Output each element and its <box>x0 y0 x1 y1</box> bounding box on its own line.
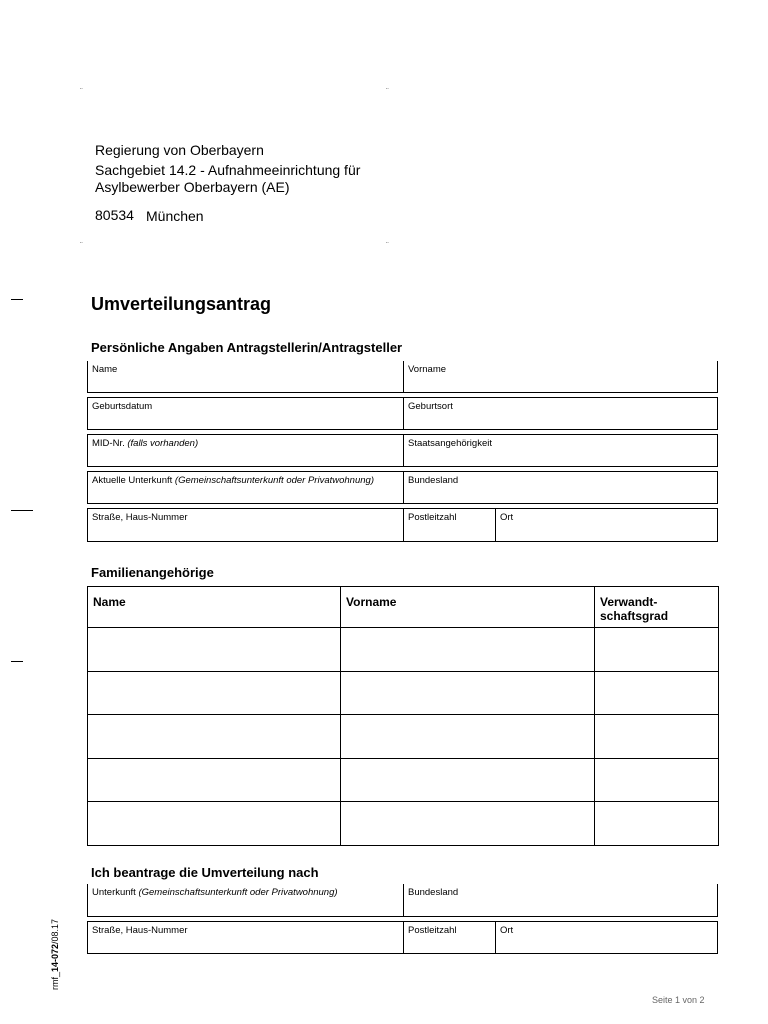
target-unterkunft-hint: (Gemeinschaftsunterkunft oder Privatwohnung) <box>138 887 338 898</box>
personal-row-mid <box>87 434 718 467</box>
postleitzahl-label: Postleitzahl <box>408 512 457 523</box>
page-title: Umverteilungsantrag <box>91 294 272 314</box>
family-relation-cell[interactable] <box>595 715 719 759</box>
target-ort-label: Ort <box>500 925 514 936</box>
address-window-mark: ¨ <box>386 241 389 250</box>
postleitzahl-field[interactable] <box>403 509 495 541</box>
fold-mark <box>11 661 23 662</box>
col-verwandtschaftsgrad: Verwandt- schaftsgrad <box>595 587 719 628</box>
target-bundesland-label: Bundesland <box>408 887 459 898</box>
vorname-label: Vorname <box>408 364 447 375</box>
mid-hint: (falls vorhanden) <box>127 438 199 449</box>
target-postleitzahl-label: Postleitzahl <box>408 925 457 936</box>
family-relation-cell[interactable] <box>595 802 719 846</box>
strasse-field[interactable] <box>88 509 403 541</box>
table-row <box>88 802 719 846</box>
strasse-label: Straße, Haus-Nummer <box>92 512 188 523</box>
page-number: Seite 1 von 2 <box>652 995 705 1005</box>
target-row-unterkunft <box>87 884 718 917</box>
unterkunft-field[interactable] <box>88 472 403 503</box>
geburtsdatum-label: Geburtsdatum <box>92 401 153 412</box>
col-name: Name <box>88 587 341 628</box>
bundesland-label: Bundesland <box>408 475 459 486</box>
unterkunft-label: Aktuelle Unterkunft (Gemeinschaftsunterkunft oder Privatwohnung) <box>92 475 374 486</box>
target-unterkunft-field[interactable] <box>88 884 403 916</box>
address-line-2: Sachgebiet 14.2 - Aufnahmeeinrichtung für <box>95 162 361 178</box>
family-relation-cell[interactable] <box>595 671 719 715</box>
target-strasse-field[interactable] <box>88 922 403 953</box>
family-vorname-cell[interactable] <box>341 628 595 672</box>
family-name-cell[interactable] <box>88 758 341 802</box>
personal-row-address <box>87 508 718 542</box>
family-relation-cell[interactable] <box>595 628 719 672</box>
mid-field[interactable] <box>88 435 403 466</box>
family-name-cell[interactable] <box>88 671 341 715</box>
table-row <box>88 671 719 715</box>
target-heading: Ich beantrage die Umverteilung nach <box>91 865 319 880</box>
address-window-mark: ¨ <box>80 241 83 250</box>
name-label: Name <box>92 364 118 375</box>
family-heading: Familienangehörige <box>91 565 214 580</box>
address-line-3: Asylbewerber Oberbayern (AE) <box>95 179 290 195</box>
family-name-cell[interactable] <box>88 715 341 759</box>
name-field[interactable] <box>88 361 403 392</box>
staatsangehoerigkeit-field[interactable] <box>403 435 717 466</box>
geburtsdatum-field[interactable] <box>88 398 403 429</box>
vorname-field[interactable] <box>403 361 717 392</box>
target-row-address <box>87 921 718 954</box>
family-table <box>87 586 719 846</box>
personal-row-unterkunft <box>87 471 718 504</box>
family-name-cell[interactable] <box>88 802 341 846</box>
target-postleitzahl-field[interactable] <box>403 922 495 953</box>
address-postcode: 80534 <box>95 207 134 223</box>
target-strasse-label: Straße, Haus-Nummer <box>92 925 188 936</box>
punch-mark <box>11 510 33 511</box>
ort-field[interactable] <box>495 509 717 541</box>
family-vorname-cell[interactable] <box>341 715 595 759</box>
personal-row-birth <box>87 397 718 430</box>
geburtsort-label: Geburtsort <box>408 401 453 412</box>
form-code: rmf_14-072/08.17 <box>50 918 60 990</box>
mid-label: MID-Nr. (falls vorhanden) <box>92 438 199 449</box>
staatsangehoerigkeit-label: Staatsangehörigkeit <box>408 438 492 449</box>
target-unterkunft-label: Unterkunft (Gemeinschaftsunterkunft oder Privatwohnung) <box>92 887 338 898</box>
geburtsort-field[interactable] <box>403 398 717 429</box>
fold-mark <box>11 299 23 300</box>
family-relation-cell[interactable] <box>595 758 719 802</box>
family-table-header <box>88 587 719 628</box>
table-row <box>88 628 719 672</box>
family-name-cell[interactable] <box>88 628 341 672</box>
family-vorname-cell[interactable] <box>341 671 595 715</box>
address-line-1: Regierung von Oberbayern <box>95 142 264 158</box>
family-vorname-cell[interactable] <box>341 802 595 846</box>
table-row <box>88 715 719 759</box>
target-bundesland-field[interactable] <box>403 884 717 916</box>
address-city: München <box>146 208 204 224</box>
ort-label: Ort <box>500 512 514 523</box>
unterkunft-hint: (Gemeinschaftsunterkunft oder Privatwohnung) <box>174 475 374 486</box>
table-row <box>88 758 719 802</box>
target-ort-field[interactable] <box>495 922 717 953</box>
address-window-mark: ¨ <box>80 87 83 96</box>
personal-heading: Persönliche Angaben Antragstellerin/Antragsteller <box>91 340 403 355</box>
col-vorname: Vorname <box>341 587 595 628</box>
address-window-mark: ¨ <box>386 87 389 96</box>
family-vorname-cell[interactable] <box>341 758 595 802</box>
bundesland-field[interactable] <box>403 472 717 503</box>
personal-row-name <box>87 361 718 393</box>
